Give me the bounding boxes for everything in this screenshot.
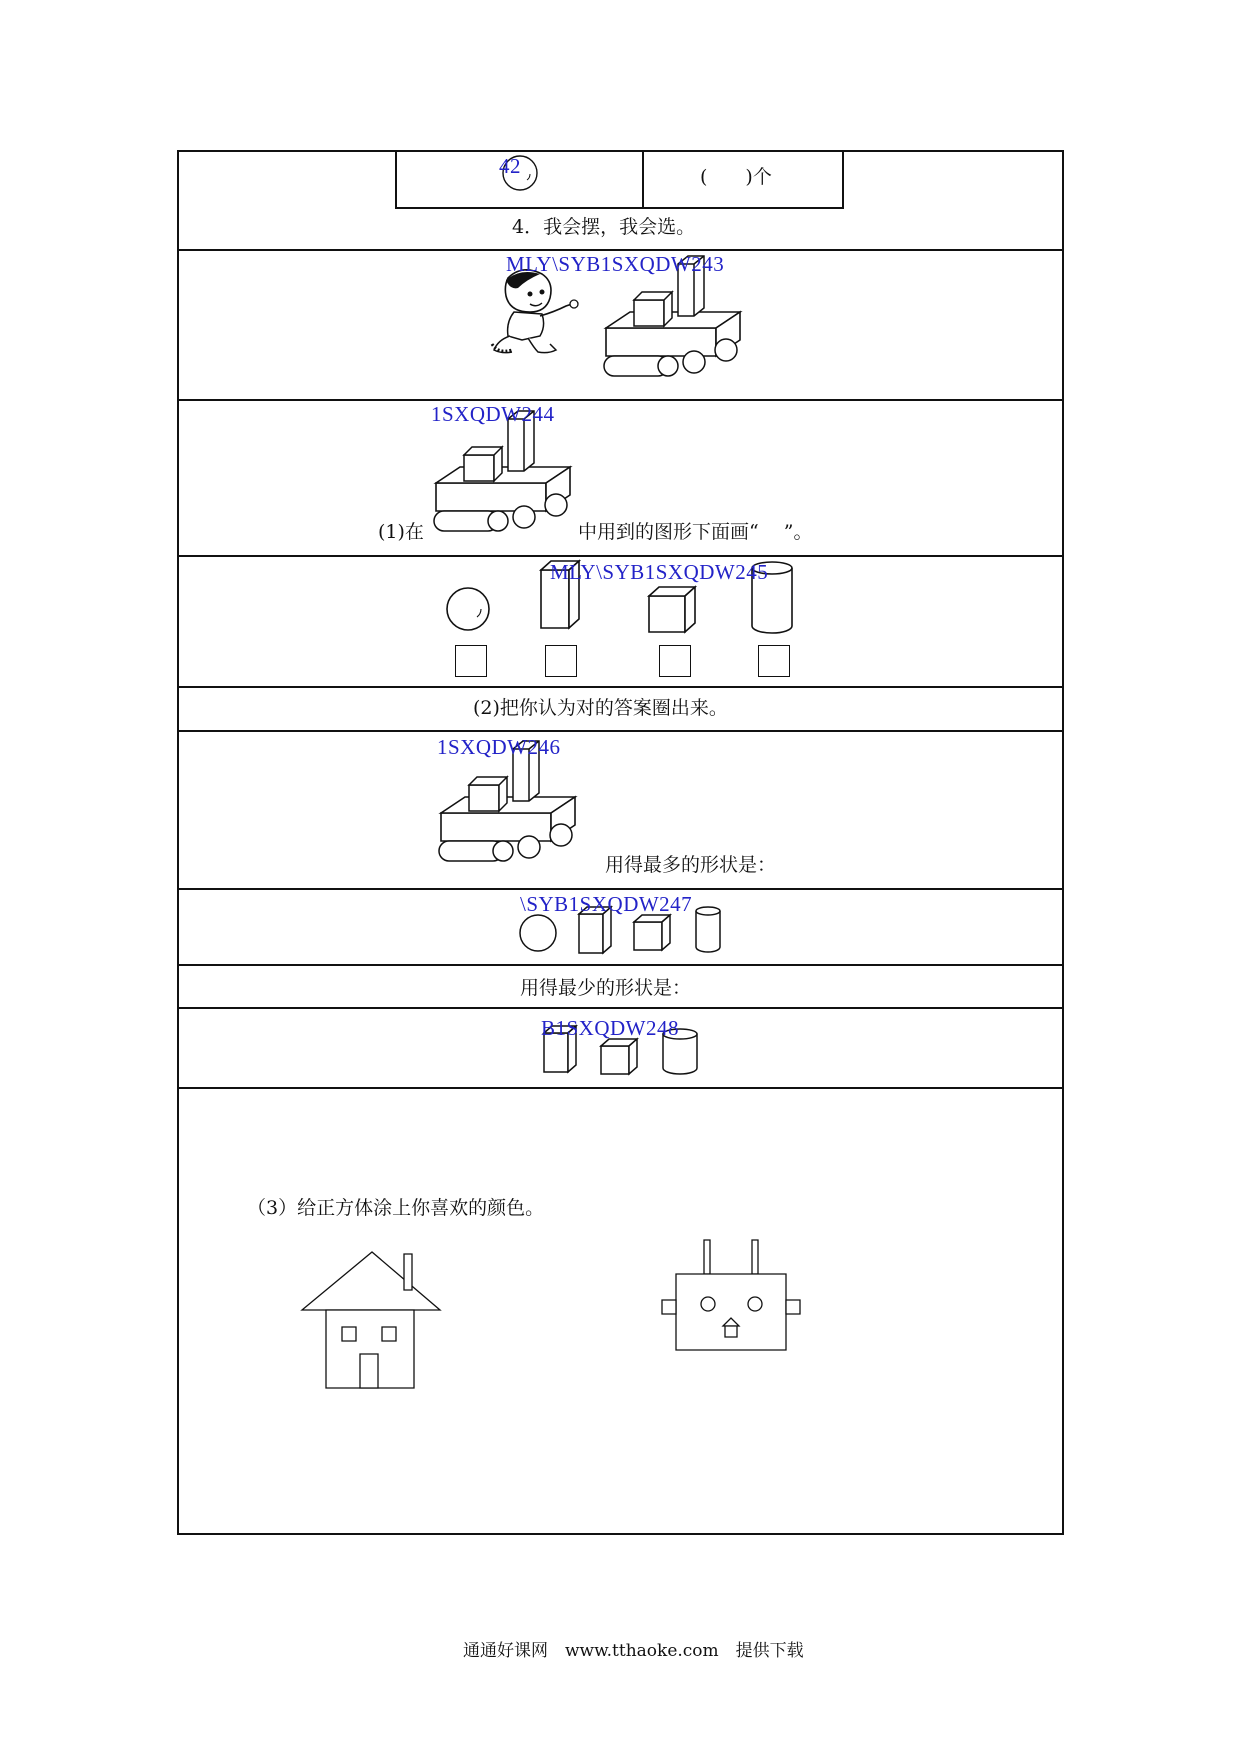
q3-prompt: （3）给正方体涂上你喜欢的颜色。 xyxy=(247,1197,545,1219)
sphere-icon xyxy=(444,585,492,633)
footer-credit: 通通好课网 www.tthaoke.com 提供下载 xyxy=(463,1641,804,1661)
row-divider xyxy=(177,888,1062,890)
figure-tag-248: B1SXQDW248 xyxy=(541,1016,680,1040)
row-divider xyxy=(177,1007,1062,1009)
figure-tag-246: 1SXQDW246 xyxy=(437,735,561,759)
figure-tag-245: MLY\SYB1SXQDW245 xyxy=(550,560,769,584)
q1-suffix: 中用到的图形下面画“ ”。 xyxy=(578,521,813,543)
cube-icon[interactable] xyxy=(631,912,673,954)
section-4-title: 4．我会摆，我会选。 xyxy=(512,216,696,238)
least-used-label: 用得最少的形状是： xyxy=(520,977,692,999)
q1-prefix: (1)在 xyxy=(378,521,424,543)
answer-box-cylinder[interactable] xyxy=(758,645,790,677)
row-divider xyxy=(177,555,1062,557)
q2-prompt: (2)把你认为对的答案圈出来。 xyxy=(473,697,728,719)
row-divider xyxy=(177,964,1062,966)
cube-icon[interactable] xyxy=(598,1036,640,1078)
count-table-divider xyxy=(642,151,644,207)
cylinder-icon[interactable] xyxy=(693,905,723,955)
answer-box-cuboid[interactable] xyxy=(545,645,577,677)
answer-box-sphere[interactable] xyxy=(455,645,487,677)
answer-box-cube[interactable] xyxy=(659,645,691,677)
row-divider xyxy=(177,399,1062,401)
robot-drawing xyxy=(660,1238,802,1354)
figure-tag-244: 1SXQDW244 xyxy=(431,402,555,426)
ball-tag: 42 xyxy=(499,154,521,178)
cube-icon xyxy=(646,584,698,636)
most-used-label: 用得最多的形状是： xyxy=(605,854,777,876)
house-drawing xyxy=(300,1250,442,1392)
row-divider xyxy=(177,730,1062,732)
figure-tag-247: \SYB1SXQDW247 xyxy=(520,892,693,916)
count-blank: ( )个 xyxy=(700,166,772,188)
count-table xyxy=(395,151,844,209)
boy-cartoon-icon xyxy=(488,268,588,358)
row-divider xyxy=(177,686,1062,688)
row-divider xyxy=(177,1087,1062,1089)
sphere-icon[interactable] xyxy=(518,913,558,953)
figure-tag-243: MLY\SYB1SXQDW243 xyxy=(506,252,725,276)
